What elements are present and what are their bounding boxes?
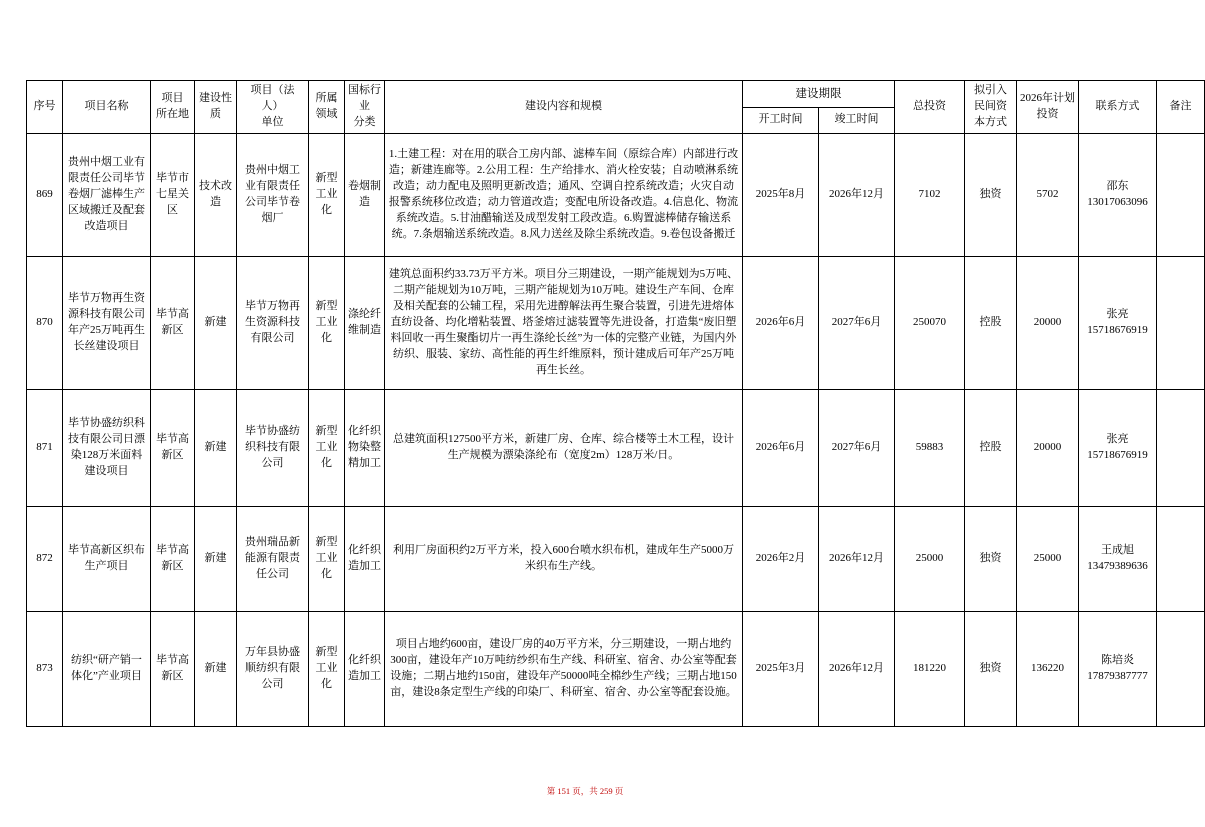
- header-contact: 联系方式: [1079, 81, 1157, 134]
- footer-prefix: 第: [546, 786, 556, 796]
- header-row-1: [27, 81, 1205, 108]
- cell-location: 毕节高新区: [151, 389, 195, 506]
- header-location: 项目 所在地: [151, 81, 195, 134]
- cell-nature: 新建: [195, 256, 237, 389]
- cell-nature: 新建: [195, 611, 237, 726]
- cell-unit: 毕节万物再生资源科技有限公司: [237, 256, 309, 389]
- cell-seq: 872: [27, 506, 63, 611]
- header-unit: 项目（法人） 单位: [237, 81, 309, 134]
- cell-private-capital: 控股: [965, 389, 1017, 506]
- cell-location: 毕节市七星关区: [151, 133, 195, 256]
- cell-unit: 万年县协盛顺纺织有限公司: [237, 611, 309, 726]
- cell-start-time: 2025年8月: [743, 133, 819, 256]
- footer-page-number: 151: [557, 786, 571, 796]
- cell-remark: [1157, 611, 1205, 726]
- cell-seq: 870: [27, 256, 63, 389]
- table-row: [27, 256, 1205, 389]
- table-row: [27, 389, 1205, 506]
- cell-remark: [1157, 506, 1205, 611]
- footer-middle: 页，共: [572, 786, 598, 796]
- header-project-name: 项目名称: [63, 81, 151, 134]
- cell-project-name: 毕节协盛纺织科技有限公司日漂染128万米面料建设项目: [63, 389, 151, 506]
- cell-field: 新型工业化: [309, 389, 345, 506]
- cell-content: 项目占地约600亩，建设厂房的40万平方米，分三期建设，一期占地约300亩，建设年产10万吨纺纱织布生产线、科研室、宿舍、办公室等配套设施；二期占地约150亩，建设年产50000吨全棉纱生产线；三期占地150亩，建设8条定型生产线的印染厂、科研室、宿舍、办公室等配套设施。: [385, 611, 743, 726]
- cell-industry: 涤纶纤维制造: [345, 256, 385, 389]
- cell-nature: 新建: [195, 506, 237, 611]
- header-period-group: 建设期限: [743, 81, 895, 108]
- cell-location: 毕节高新区: [151, 611, 195, 726]
- header-field: 所属 领域: [309, 81, 345, 134]
- cell-nature: 新建: [195, 389, 237, 506]
- cell-industry: 化纤织造加工: [345, 611, 385, 726]
- cell-plan-2026: 20000: [1017, 256, 1079, 389]
- cell-content: 1.土建工程：对在用的联合工房内部、滤棒车间（原综合库）内部进行改造；新建连廊等。2.公用工程：生产给排水、消火栓安装；自动喷淋系统改造；动力配电及照明更新改造；通风、空调自控系统改造；火灾自动报警系统移位改造；动力管道改造；变配电所设备改造。4.信息化、物流系统改造。5.甘油醋输送及成型发射工段改造。6.购置滤棒储存输送系统。7.条烟输送系统改造。8.风力送丝及除尘系统改造。9.卷包设备搬迁: [385, 133, 743, 256]
- footer-total-pages: 259: [599, 786, 613, 796]
- cell-project-name: 毕节高新区织布生产项目: [63, 506, 151, 611]
- table-header: [27, 81, 1205, 134]
- cell-remark: [1157, 133, 1205, 256]
- cell-total-invest: 25000: [895, 506, 965, 611]
- cell-private-capital: 独资: [965, 133, 1017, 256]
- header-industry: 国标行业 分类: [345, 81, 385, 134]
- cell-location: 毕节高新区: [151, 506, 195, 611]
- header-nature: 建设性质: [195, 81, 237, 134]
- cell-industry: 化纤织造加工: [345, 506, 385, 611]
- cell-plan-2026: 136220: [1017, 611, 1079, 726]
- cell-field: 新型工业化: [309, 506, 345, 611]
- table-body: [27, 133, 1205, 726]
- cell-unit: 毕节协盛纺织科技有限公司: [237, 389, 309, 506]
- table-row: [27, 133, 1205, 256]
- cell-private-capital: 控股: [965, 256, 1017, 389]
- cell-start-time: 2026年6月: [743, 256, 819, 389]
- page-footer: [0, 785, 1170, 797]
- cell-location: 毕节高新区: [151, 256, 195, 389]
- cell-project-name: 毕节万物再生资源科技有限公司年产25万吨再生长丝建设项目: [63, 256, 151, 389]
- project-table: [26, 80, 1205, 727]
- cell-seq: 873: [27, 611, 63, 726]
- header-remark: 备注: [1157, 81, 1205, 134]
- header-total-invest: 总投资: [895, 81, 965, 134]
- cell-field: 新型工业化: [309, 256, 345, 389]
- cell-seq: 869: [27, 133, 63, 256]
- cell-end-time: 2027年6月: [819, 389, 895, 506]
- cell-remark: [1157, 256, 1205, 389]
- cell-plan-2026: 20000: [1017, 389, 1079, 506]
- footer-suffix: 页: [614, 786, 624, 796]
- cell-contact: 陈培炎 17879387777: [1079, 611, 1157, 726]
- cell-field: 新型工业化: [309, 611, 345, 726]
- cell-contact: 张亮 15718676919: [1079, 256, 1157, 389]
- table-row: [27, 611, 1205, 726]
- cell-end-time: 2027年6月: [819, 256, 895, 389]
- cell-unit: 贵州中烟工业有限责任公司毕节卷烟厂: [237, 133, 309, 256]
- cell-start-time: 2026年2月: [743, 506, 819, 611]
- cell-start-time: 2025年3月: [743, 611, 819, 726]
- cell-plan-2026: 5702: [1017, 133, 1079, 256]
- cell-seq: 871: [27, 389, 63, 506]
- cell-end-time: 2026年12月: [819, 506, 895, 611]
- header-plan-2026: 2026年计划投资: [1017, 81, 1079, 134]
- cell-nature: 技术改造: [195, 133, 237, 256]
- cell-plan-2026: 25000: [1017, 506, 1079, 611]
- cell-total-invest: 7102: [895, 133, 965, 256]
- cell-private-capital: 独资: [965, 611, 1017, 726]
- cell-contact: 王成旭 13479389636: [1079, 506, 1157, 611]
- cell-private-capital: 独资: [965, 506, 1017, 611]
- cell-total-invest: 250070: [895, 256, 965, 389]
- header-end-time: 竣工时间: [819, 107, 895, 133]
- cell-project-name: 纺织“研产销一体化”产业项目: [63, 611, 151, 726]
- cell-field: 新型工业化: [309, 133, 345, 256]
- header-seq: 序号: [27, 81, 63, 134]
- cell-contact: 张亮 15718676919: [1079, 389, 1157, 506]
- table-row: [27, 506, 1205, 611]
- header-private-capital: 拟引入 民间资 本方式: [965, 81, 1017, 134]
- cell-content: 总建筑面积127500平方米，新建厂房、仓库、综合楼等土木工程，设计生产规模为漂染涤纶布（宽度2m）128万米/日。: [385, 389, 743, 506]
- cell-remark: [1157, 389, 1205, 506]
- cell-industry: 化纤织物染整精加工: [345, 389, 385, 506]
- header-content: 建设内容和规模: [385, 81, 743, 134]
- cell-end-time: 2026年12月: [819, 611, 895, 726]
- cell-contact: 邵东 13017063096: [1079, 133, 1157, 256]
- cell-project-name: 贵州中烟工业有限责任公司毕节卷烟厂滤棒生产区域搬迁及配套改造项目: [63, 133, 151, 256]
- header-start-time: 开工时间: [743, 107, 819, 133]
- cell-industry: 卷烟制造: [345, 133, 385, 256]
- cell-total-invest: 181220: [895, 611, 965, 726]
- cell-total-invest: 59883: [895, 389, 965, 506]
- cell-start-time: 2026年6月: [743, 389, 819, 506]
- cell-unit: 贵州瑞品新能源有限责任公司: [237, 506, 309, 611]
- cell-content: 利用厂房面积约2万平方米，投入600台喷水织布机，建成年生产5000万米织布生产线。: [385, 506, 743, 611]
- cell-content: 建筑总面积约33.73万平方米。项目分三期建设，一期产能规划为5万吨、二期产能规划为10万吨，三期产能规划为10万吨。建设生产车间、仓库及相关配套的公辅工程，采用先进醇解法再生聚合装置，引进先进熔体直纺设备、均化增粘装置、塔釜熔过滤装置等先进设备，打造集“废旧塑料回收一再生聚酯切片一再生涤纶长丝”为一体的完整产业链，为国内外纺织、服装、家纺、高性能的再生纤维原料，预计建成后可年产25万吨再生长丝。: [385, 256, 743, 389]
- cell-end-time: 2026年12月: [819, 133, 895, 256]
